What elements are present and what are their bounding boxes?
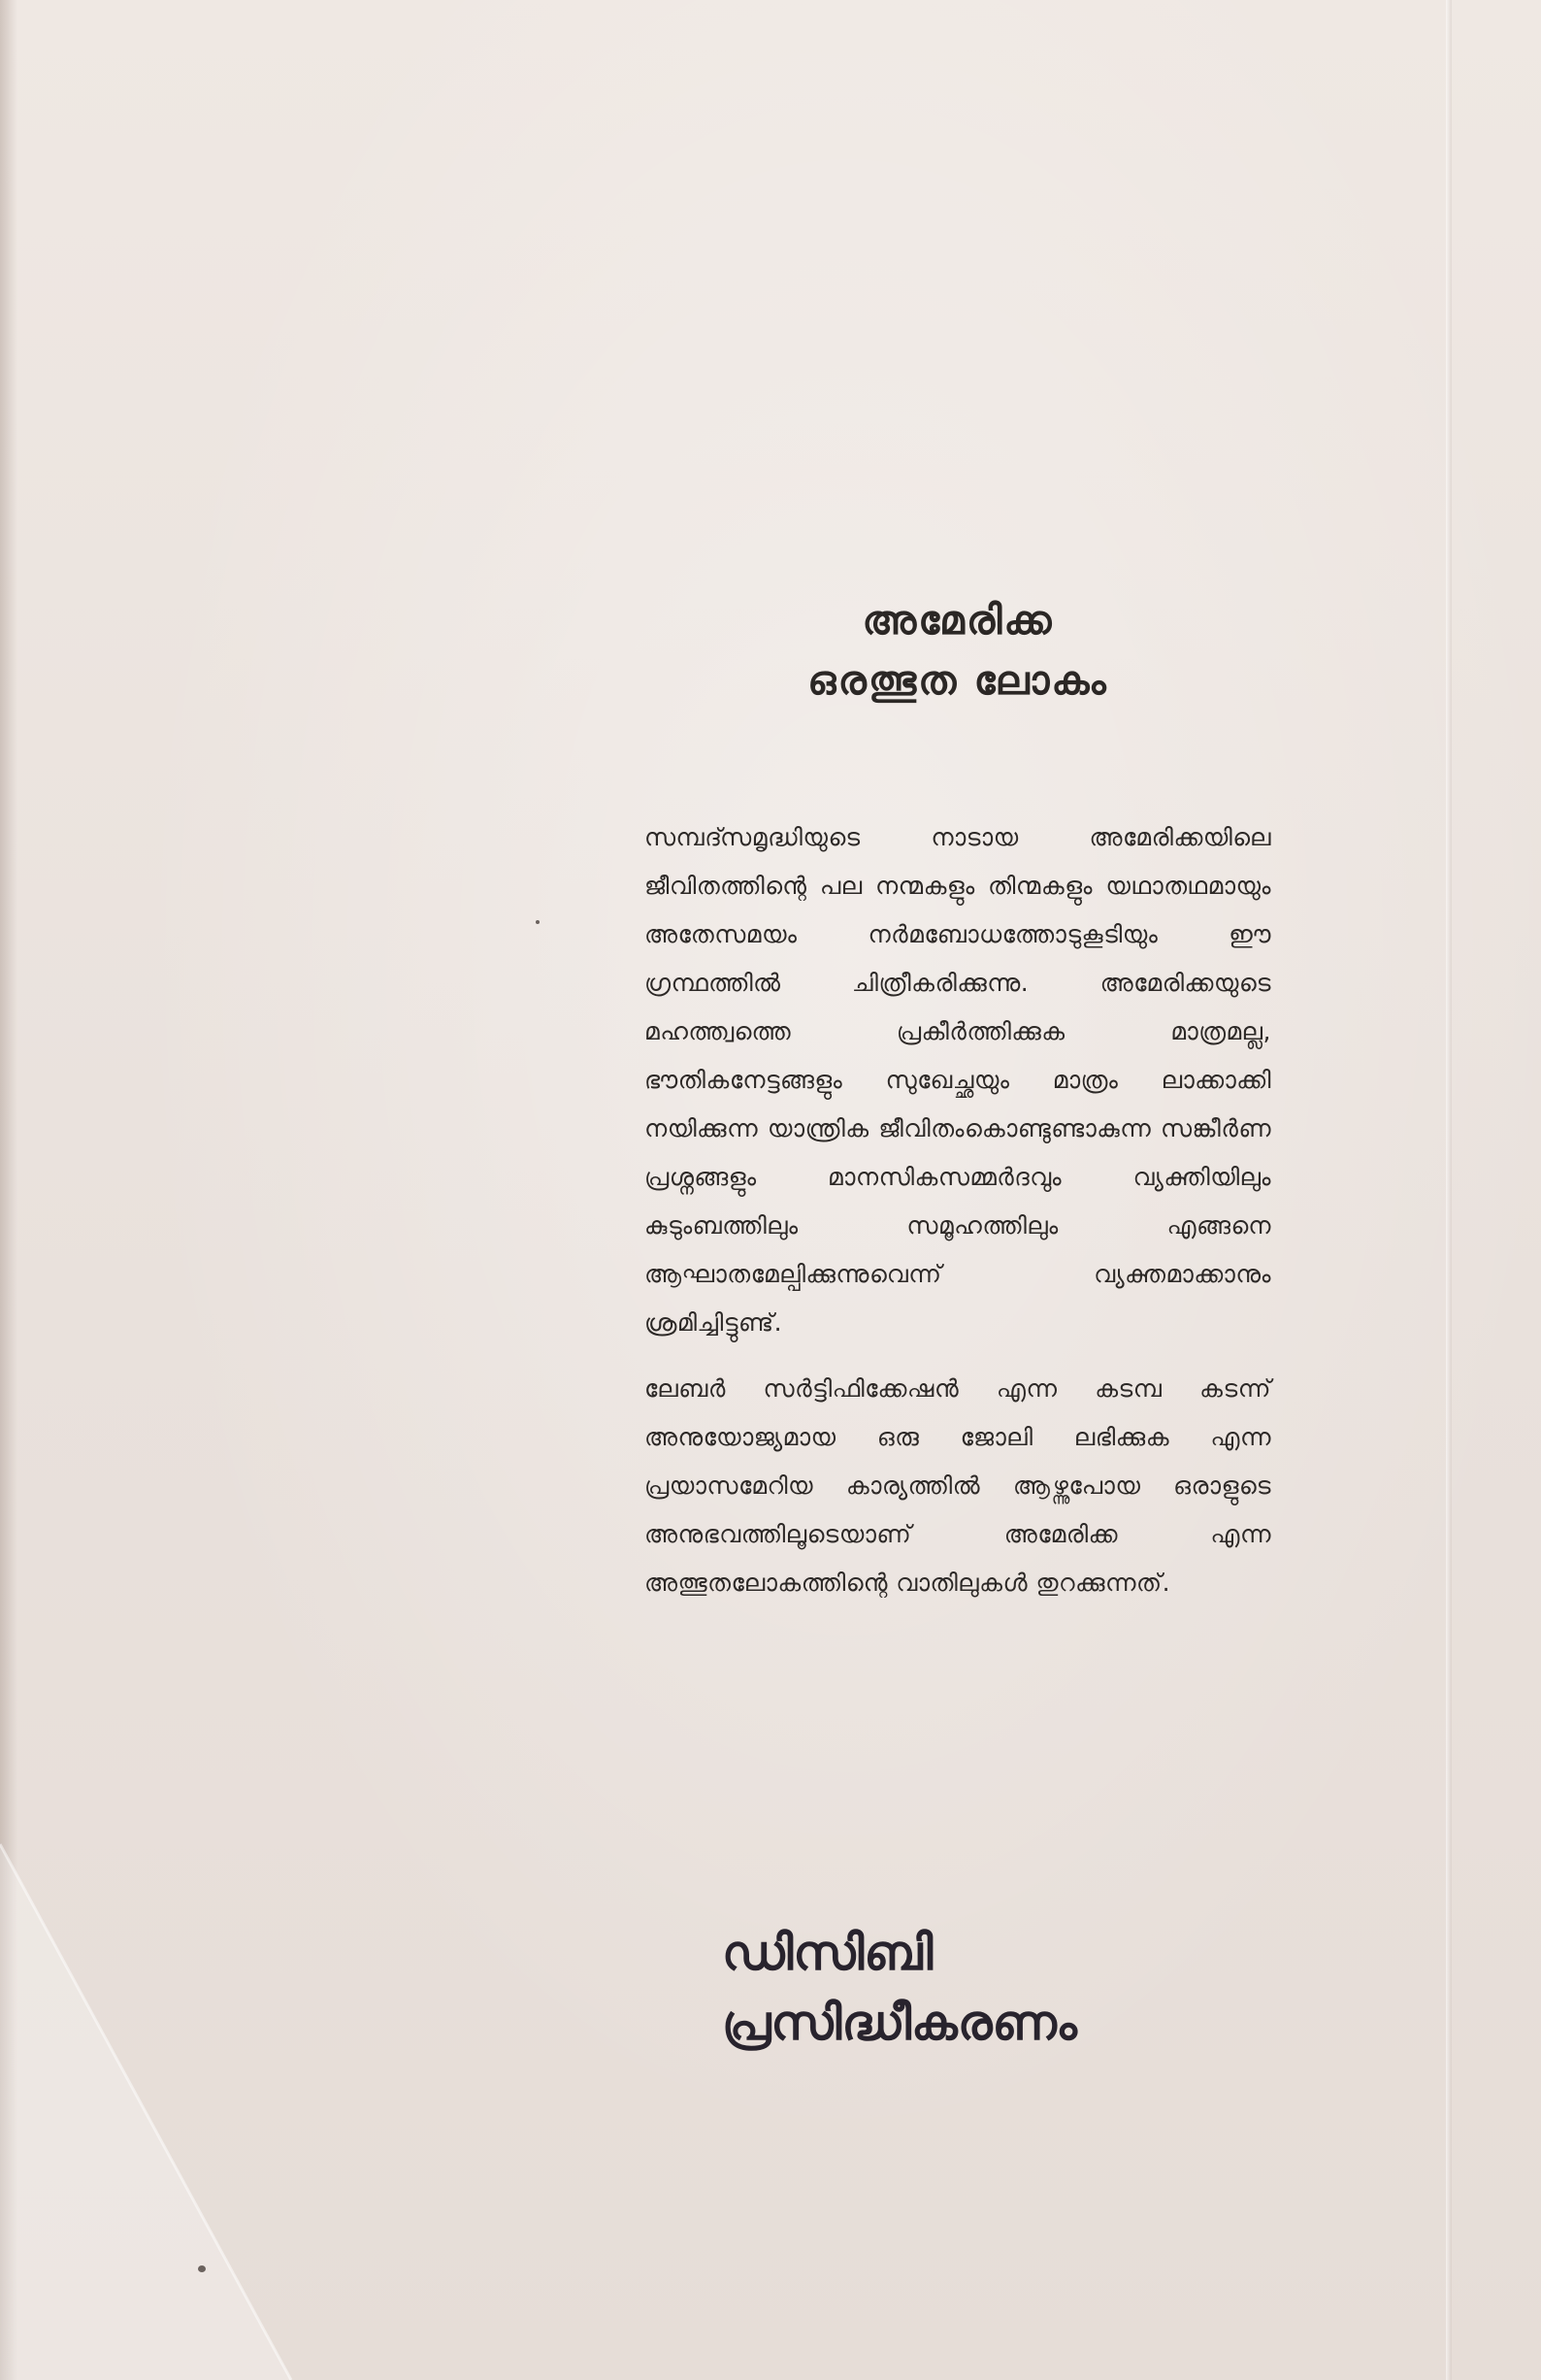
blurb-paragraph-2: ലേബർ സർട്ടിഫിക്കേഷൻ എന്ന കടമ്പ കടന്ന് അനുയോജ്യമായ ഒരു ജോലി ലഭിക്കുക എന്ന പ്രയാസമേറിയ കാര്യത്തിൽ ആഴ്ന്നുപോയ ഒരാളുടെ അനുഭവത്തിലൂടെയാണ് അമേരിക്ക എന്ന അത്ഭുതലോകത്തിന്റെ വാതിലുകൾ തുറക്കുന്നത്. [644,1374,1271,1597]
speck-mark [198,2265,206,2272]
book-title [644,590,1271,711]
cover-spine-fold [1446,0,1452,2380]
title-line-2: ഒരത്ഭുത ലോകം [807,657,1108,704]
publisher-imprint [722,1918,1227,2058]
blurb-paragraph-1: സമ്പദ്സമൃദ്ധിയുടെ നാടായ അമേരിക്കയിലെ ജീവിതത്തിന്റെ പല നന്മകളും തിന്മകളും യഥാതഥമായും അതേസമയം നർമബോധത്തോടുകൂടിയും ഈ ഗ്രന്ഥത്തിൽ ചിത്രീകരിക്കുന്നു. അമേരിക്കയുടെ മഹത്ത്വത്തെ പ്രകീർത്തിക്കുക മാത്രമല്ല, ഭൗതികനേട്ടങ്ങളും സുഖേച്ഛയും മാത്രം ലാക്കാക്കി നയിക്കുന്ന യാന്ത്രിക ജീവിതംകൊണ്ടുണ്ടാകുന്ന സങ്കീർണ പ്രശ്നങ്ങളും മാനസികസമ്മർദവും വ്യക്തിയിലും കുടുംബത്തിലും സമൂഹത്തിലും എങ്ങനെ ആഘാതമേല്പിക്കുന്നുവെന്ന് വ്യക്തമാക്കാനും ശ്രമിച്ചിട്ടുണ്ട്. [644,823,1271,1337]
corner-wear-decoration [0,1825,485,2380]
publisher-name: ഡിസിബി [722,1925,934,1981]
title-line-1: അമേരിക്ക [862,597,1054,644]
speck-mark [536,920,540,924]
publisher-label: പ്രസിദ്ധീകരണം [722,1995,1077,2051]
blurb-text [644,813,1271,1625]
